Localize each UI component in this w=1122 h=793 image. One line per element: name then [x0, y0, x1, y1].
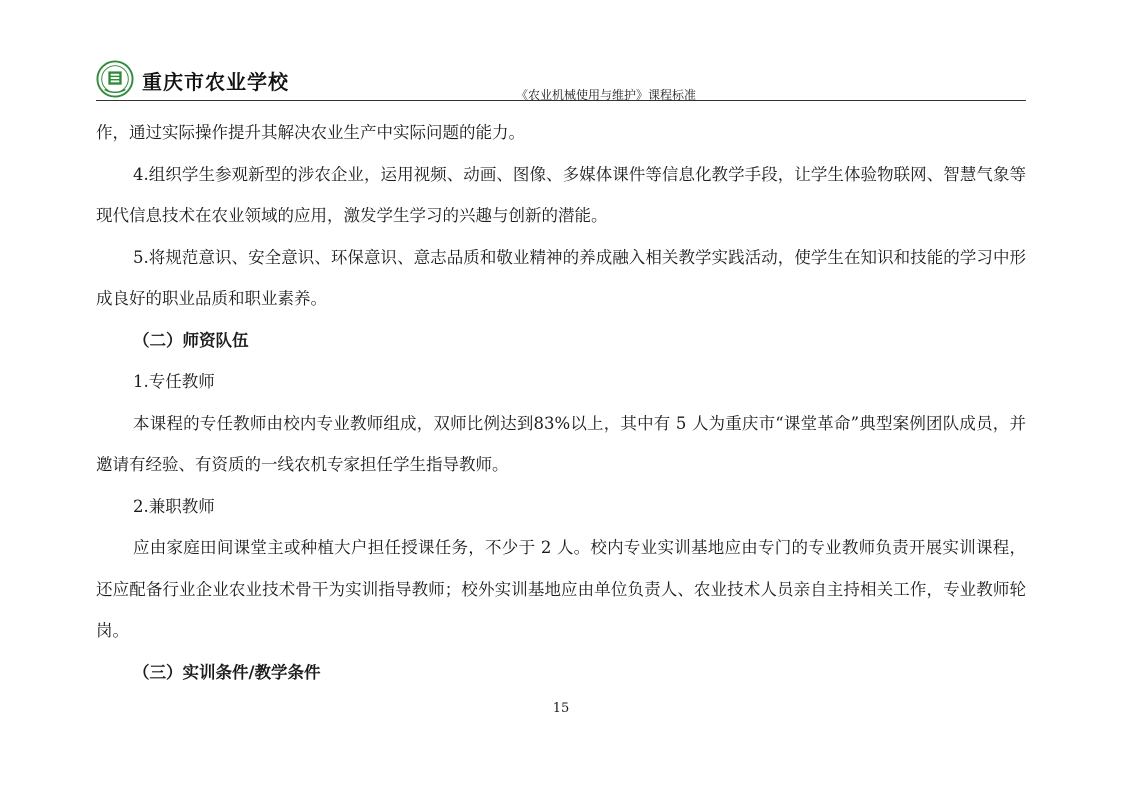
subheading-fulltime-teachers: 1.专任教师 — [133, 372, 215, 391]
school-logo-icon — [96, 60, 134, 98]
course-title: 《农业机械使用与维护》课程标准 — [515, 88, 696, 102]
paragraph-item-4: 4.组织学生参观新型的涉农企业，运用视频、动画、图像、多媒体课件等信息化教学手段，让学生体验物联网、智慧气象等现代信息技术在农业领域的应用，激发学生学习的兴趣与创新的潜能。 — [96, 164, 1026, 225]
section-heading-training-conditions: （三）实训条件/教学条件 — [133, 662, 321, 682]
paragraph-fulltime-teachers: 本课程的专任教师由校内专业教师组成，双师比例达到83%以上，其中有 5 人为重庆市“课堂革命”典型案例团队成员，并邀请有经验、有资质的一线农机专家担任学生指导教师。 — [96, 413, 1026, 474]
subheading-parttime-teachers: 2.兼职教师 — [133, 496, 215, 516]
paragraph-continued: 作，通过实际操作提升其解决农业生产中实际问题的能力。 — [96, 123, 525, 142]
header-divider — [96, 100, 1026, 101]
paragraph-parttime-teachers: 应由家庭田间课堂主或种植大户担任授课任务，不少于 2 人。校内专业实训基地应由专门的专业教师负责开展实训课程，还应配备行业企业农业技术骨干为实训指导教师；校外实训基地应由单位负责人、农业技术人员亲自主持相关工作，专业教师轮岗。 — [96, 538, 1026, 640]
paragraph-item-5: 5.将规范意识、安全意识、环保意识、意志品质和敬业精神的养成融入相关教学实践活动，使学生在知识和技能的学习中形成良好的职业品质和职业素养。 — [96, 247, 1026, 308]
page-number: 15 — [552, 701, 570, 716]
page-body — [96, 112, 1026, 693]
section-heading-faculty: （二）师资队伍 — [133, 330, 249, 350]
page-header — [96, 60, 1026, 104]
school-name: 重庆市农业学校 — [142, 70, 289, 94]
